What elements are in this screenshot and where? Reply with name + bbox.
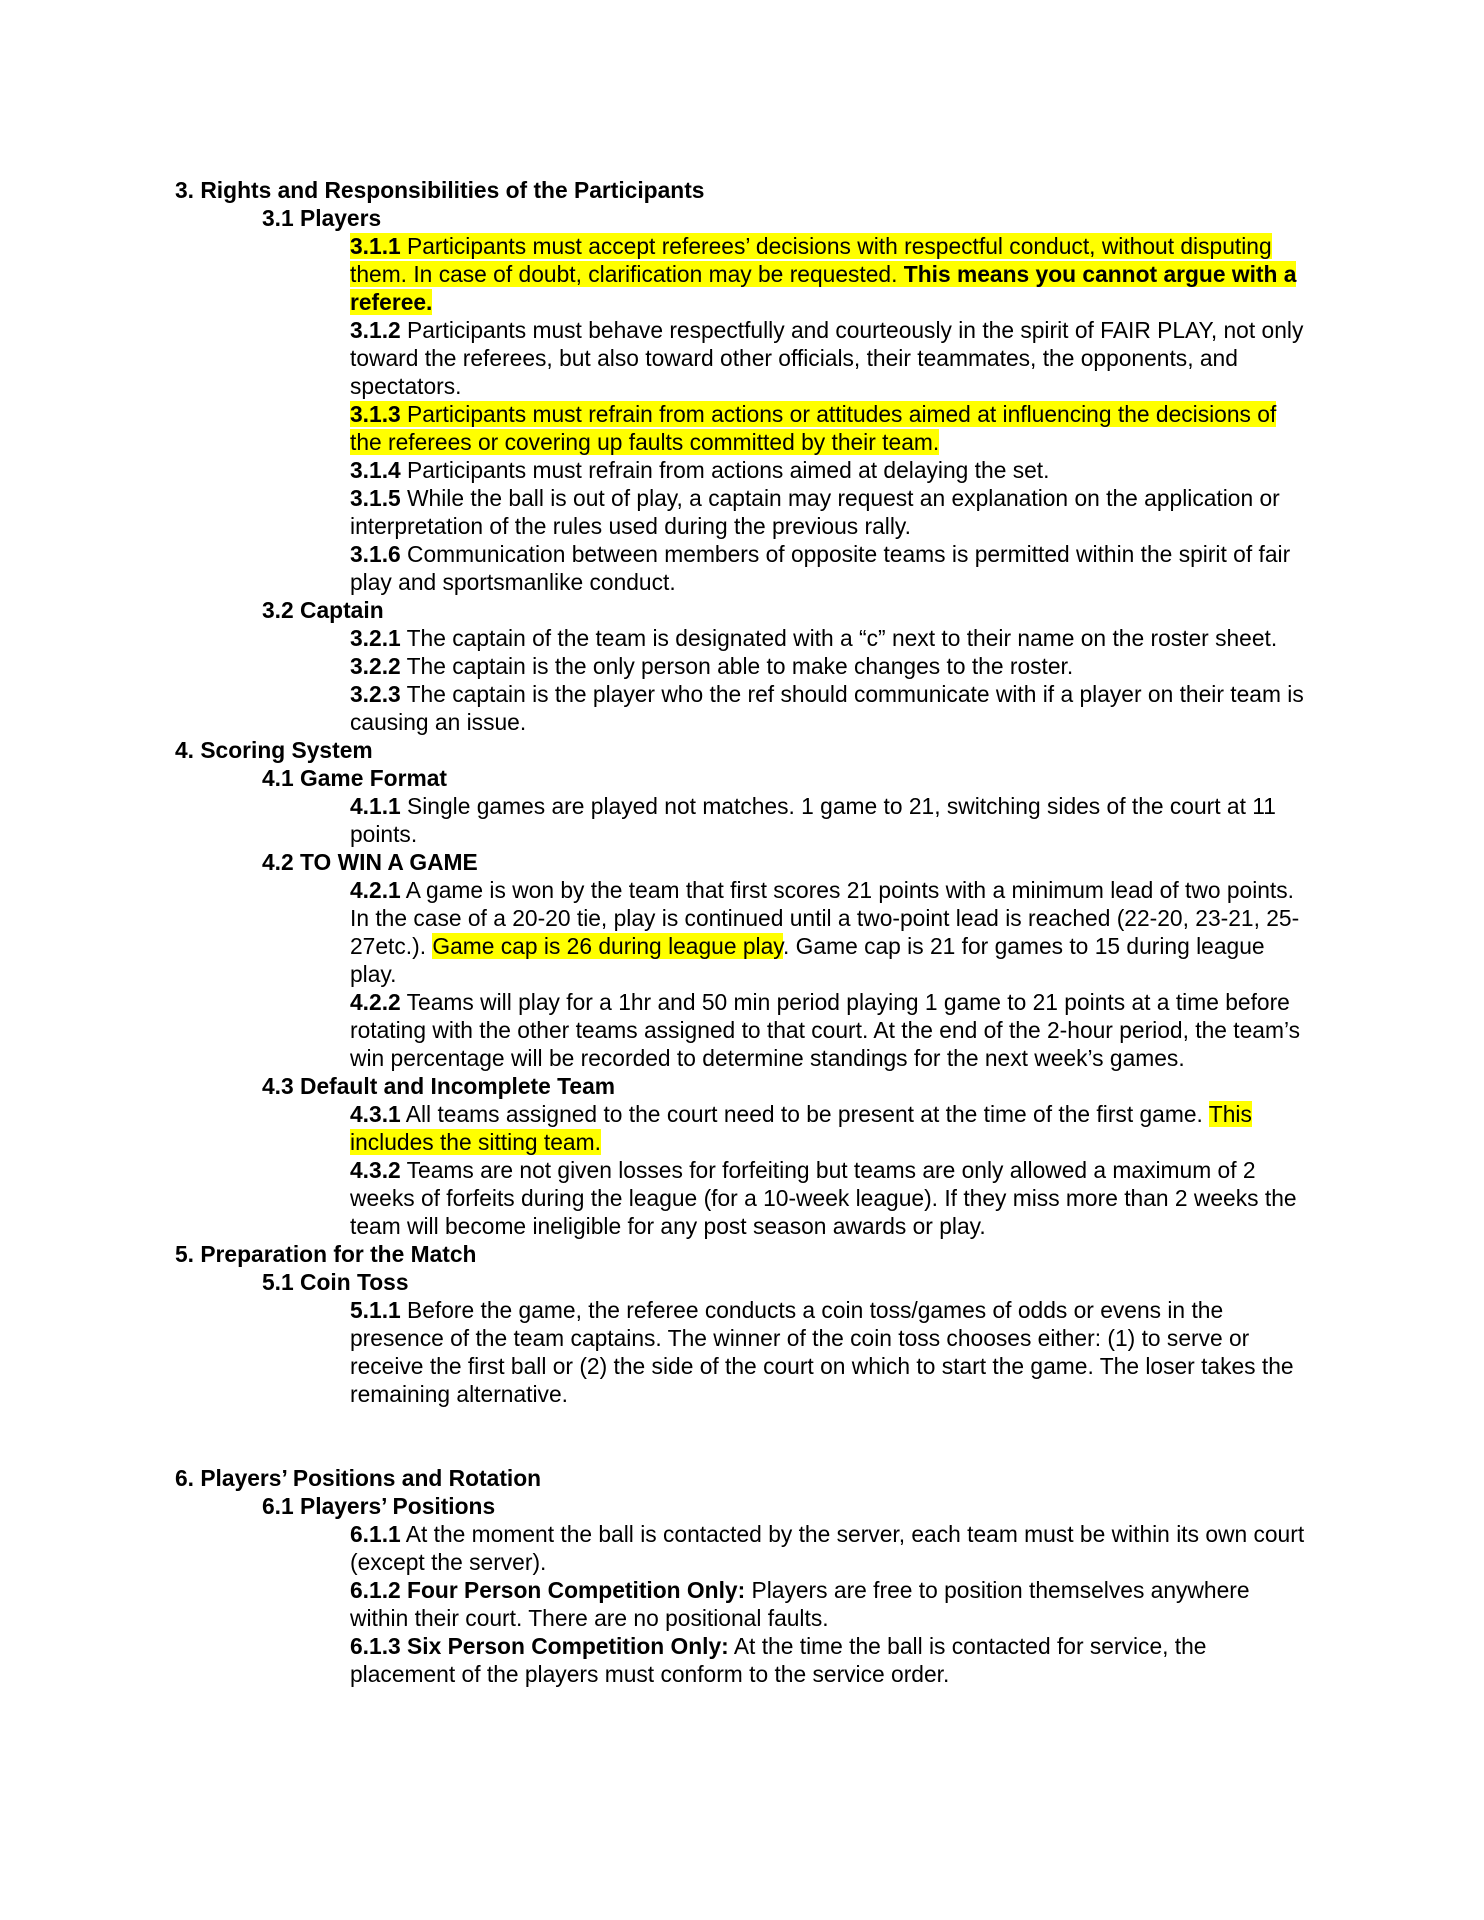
rule-text: Communication between members of opposite teams is permitted within the spirit of fair play and sportsmanlike conduct. xyxy=(350,541,1291,595)
rule-text: Participants must refrain from actions or attitudes aimed at influencing the decisions of the referees or covering up faults committed by their team. xyxy=(350,401,1277,455)
rule-3-2-2 xyxy=(350,652,1310,680)
rule-highlight: This includes the sitting team. xyxy=(350,1101,1252,1155)
rule-text: The captain is the only person able to make changes to the roster. xyxy=(400,653,1074,679)
rule-3-2-3 xyxy=(350,680,1310,736)
rule-4-1-1 xyxy=(350,792,1310,848)
rule-number: 3.2.3 xyxy=(350,681,401,707)
rule-3-1-4 xyxy=(350,456,1310,484)
subsection-4-1-heading: 4.1 Game Format xyxy=(262,765,447,791)
rule-4-2-1 xyxy=(350,876,1310,988)
rule-highlight: Game cap is 26 during league play xyxy=(432,933,783,959)
rule-3-1-6 xyxy=(350,540,1310,596)
rule-text: At the moment the ball is contacted by the server, each team must be within its own court (except the server). xyxy=(350,1521,1305,1575)
section-5-heading: 5. Preparation for the Match xyxy=(175,1241,477,1267)
rule-3-1-1-highlight xyxy=(350,233,1296,315)
subsection-5-1-heading: 5.1 Coin Toss xyxy=(262,1269,409,1295)
rule-emphasis: This means you cannot argue with a referee. xyxy=(350,261,1297,315)
section-6-heading: 6. Players’ Positions and Rotation xyxy=(175,1465,542,1491)
section-spacer xyxy=(175,1408,1335,1464)
rule-text: At the time the ball is contacted for service, the placement of the players must conform to the service order. xyxy=(350,1633,1207,1687)
rule-number: 3.1.3 xyxy=(350,401,401,427)
rule-3-1-2 xyxy=(350,316,1310,400)
rule-number: 6.1.3 Six Person Competition Only: xyxy=(350,1633,729,1659)
rule-number: 5.1.1 xyxy=(350,1297,401,1323)
rule-number: 6.1.1 xyxy=(350,1521,401,1547)
rule-4-2-2 xyxy=(350,988,1310,1072)
document-body xyxy=(175,176,1335,1688)
rule-3-1-1 xyxy=(350,232,1310,316)
rule-text: All teams assigned to the court need to be present at the time of the first game. xyxy=(400,1101,1209,1127)
rule-number: 6.1.2 Four Person Competition Only: xyxy=(350,1577,746,1603)
rule-3-2-1 xyxy=(350,624,1310,652)
rule-number: 4.2.2 xyxy=(350,989,401,1015)
rule-number: 3.1.5 xyxy=(350,485,401,511)
subsection-4-2-heading: 4.2 TO WIN A GAME xyxy=(262,849,478,875)
rule-number: 4.2.1 xyxy=(350,877,401,903)
rule-text: While the ball is out of play, a captain may request an explanation on the application or interpretation of the rules used during the previous rally. xyxy=(350,485,1280,539)
rule-text: Participants must accept referees’ decisions with respectful conduct, without disputing them. In case of doubt, clarification may be requested. xyxy=(350,233,1272,287)
section-3-heading: 3. Rights and Responsibilities of the Participants xyxy=(175,177,705,203)
section-4-heading: 4. Scoring System xyxy=(175,737,373,763)
rule-text-after: . Game cap is 21 for games to 15 during league play. xyxy=(350,933,1265,987)
rule-5-1-1 xyxy=(350,1296,1310,1408)
rule-3-1-5 xyxy=(350,484,1310,540)
rule-4-3-1 xyxy=(350,1100,1310,1156)
rule-number: 3.1.2 xyxy=(350,317,401,343)
rule-6-1-1 xyxy=(350,1520,1310,1576)
rule-number: 4.1.1 xyxy=(350,793,401,819)
rule-number: 3.2.2 xyxy=(350,653,401,679)
rule-text: Participants must behave respectfully and courteously in the spirit of FAIR PLAY, not only toward the referees, but also toward other officials, their teammates, the opponents, and spectators. xyxy=(350,317,1304,399)
subsection-4-3-heading: 4.3 Default and Incomplete Team xyxy=(262,1073,616,1099)
rule-text: Participants must refrain from actions aimed at delaying the set. xyxy=(400,457,1050,483)
rule-text: Before the game, the referee conducts a coin toss/games of odds or evens in the presence of the team captains. The winner of the coin toss chooses either: (1) to serve or receive the first ball or (2) the side of the court on which to start the game. The loser takes the remaining alternative. xyxy=(350,1297,1294,1407)
rule-3-1-3-highlight xyxy=(350,401,1276,455)
rule-text: The captain of the team is designated with a “c” next to their name on the roster sheet. xyxy=(400,625,1278,651)
rule-number: 3.2.1 xyxy=(350,625,401,651)
rule-text: Teams will play for a 1hr and 50 min period playing 1 game to 21 points at a time before rotating with the other teams assigned to that court. At the end of the 2-hour period, the team’s win percentage will be recorded to determine standings for the next week’s games. xyxy=(350,989,1301,1071)
rule-text: The captain is the player who the ref should communicate with if a player on their team is causing an issue. xyxy=(350,681,1304,735)
rule-6-1-2 xyxy=(350,1576,1310,1632)
subsection-6-1-heading: 6.1 Players’ Positions xyxy=(262,1493,496,1519)
rule-number: 3.1.6 xyxy=(350,541,401,567)
rule-text: Teams are not given losses for forfeiting but teams are only allowed a maximum of 2 weeks of forfeits during the league (for a 10-week league). If they miss more than 2 weeks the team will become ineligible for any post season awards or play. xyxy=(350,1157,1297,1239)
rule-6-1-3 xyxy=(350,1632,1310,1688)
rule-text: Players are free to position themselves anywhere within their court. There are no positional faults. xyxy=(350,1577,1250,1631)
subsection-3-1-heading: 3.1 Players xyxy=(262,205,382,231)
rule-number: 3.1.4 xyxy=(350,457,401,483)
rule-4-3-2 xyxy=(350,1156,1310,1240)
rule-text: A game is won by the team that first scores 21 points with a minimum lead of two points. In the case of a 20-20 tie, play is continued until a two-point lead is reached (22-20, 23-21, 25-27etc.). xyxy=(350,877,1300,959)
subsection-3-2-heading: 3.2 Captain xyxy=(262,597,384,623)
rule-number: 4.3.2 xyxy=(350,1157,401,1183)
rule-3-1-3 xyxy=(350,400,1310,456)
rule-number: 3.1.1 xyxy=(350,233,401,259)
rule-text: Single games are played not matches. 1 game to 21, switching sides of the court at 11 points. xyxy=(350,793,1276,847)
rule-number: 4.3.1 xyxy=(350,1101,401,1127)
